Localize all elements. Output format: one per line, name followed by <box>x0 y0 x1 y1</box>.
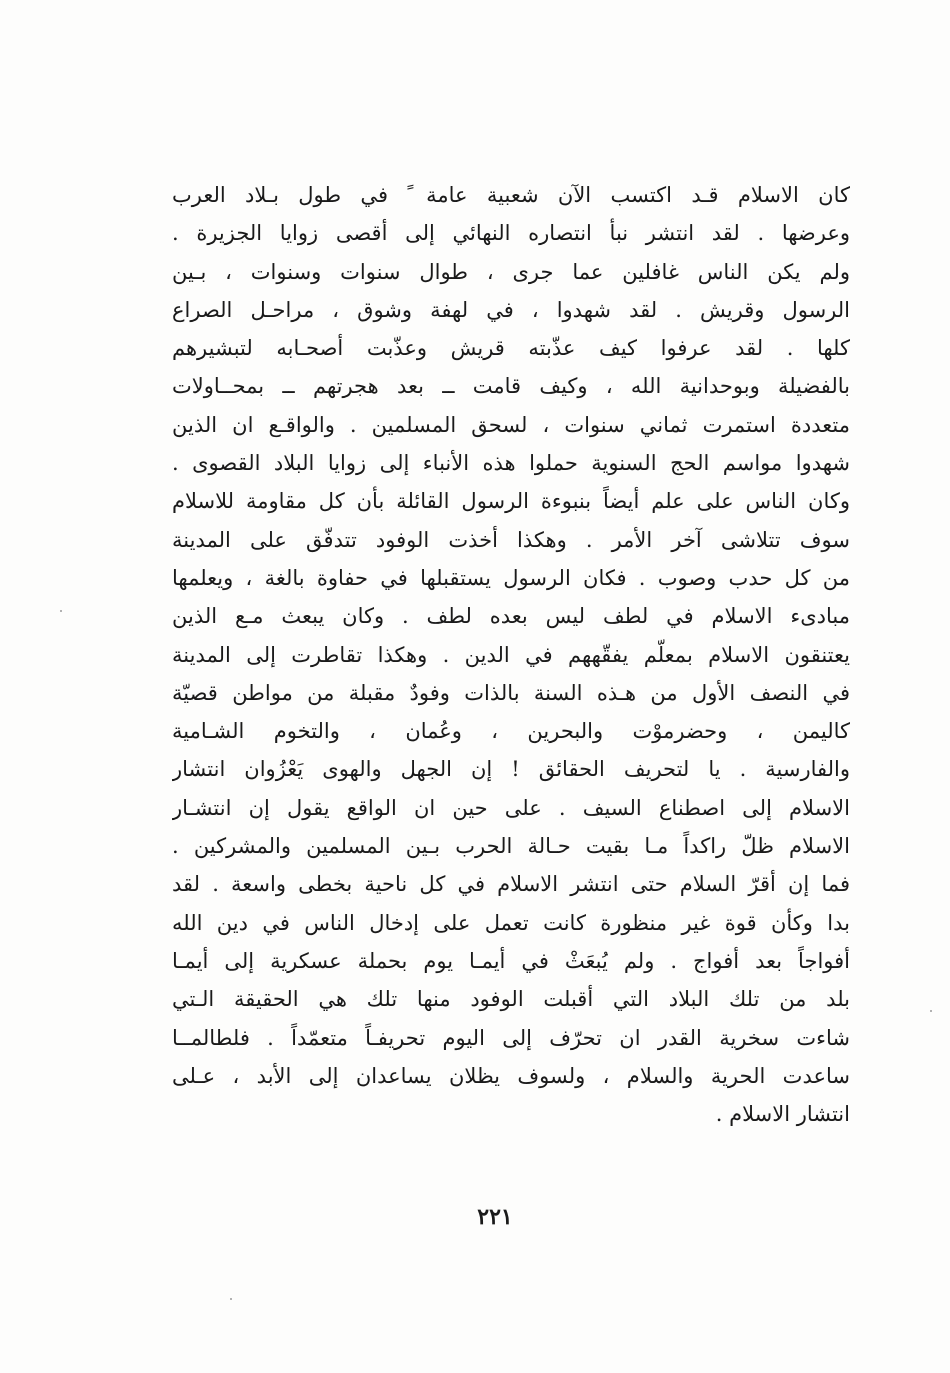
text-line: بالفضيلة وبوحدانية الله ، وكيف قامت ــ بعد هجرتهم ــ بمحــاولات <box>172 374 850 399</box>
text-line: ساعدت الحرية والسلام ، ولسوف يظلان يساعدان إلى الأبد ، عـلى <box>172 1063 850 1088</box>
scan-speck <box>60 610 62 612</box>
text-line: الاسلام ظلّ راكداً مـا بقيت حـالة الحرب بـين المسلمين والمشركين . <box>172 834 850 859</box>
text-line: كلها . لقد عرفوا كيف عذّبته قريش وعذّبت أصحـابه لتبشيرهم <box>172 336 850 361</box>
text-line: شاءت سخرية القدر ان تحرّف إلى اليوم تحريفـاً متعمّداً . فلطالمــا <box>172 1025 850 1050</box>
text-line: سوف تتلاشى آخر الأمر . وهكذا أخذت الوفود تتدفّق على المدينة <box>172 527 850 552</box>
text-line: بدا وكأن قوة غير منظورة كانت تعمل على إدخال الناس في دين الله <box>172 910 850 935</box>
text-line: والفارسية . يا لتحريف الحقائق ! إن الجهل والهوى يَعْزُوان انتشار <box>172 757 850 782</box>
text-line: مبادىء الاسلام في لطف ليس بعده لطف . وكان يبعث مـع الذين <box>172 604 850 629</box>
body-text <box>172 176 850 1133</box>
text-line: ولم يكن الناس غافلين عما جرى ، طوال سنوات وسنوات ، بـين <box>172 259 850 284</box>
text-line: بلد من تلك البلاد التي أقبلت الوفود منها تلك هي الحقيقة الـتي <box>172 987 850 1012</box>
text-line: في النصف الأول من هـذه السنة بالذات وفودٌ مقبلة من مواطن قصيّة <box>172 680 850 705</box>
text-line: الاسلام إلى اصطناع السيف . على حين ان الواقع يقول إن انتشـار <box>172 795 850 820</box>
text-line: كان الاسلام قـد اكتسب الآن شعبية عامة ً في طول بـلاد العرب <box>172 183 850 207</box>
text-line: يعتنقون الاسلام بمعلّم يفقّههم في الدين . وهكذا تقاطرت إلى المدينة <box>172 642 850 667</box>
text-line: انتشار الاسلام . <box>715 1102 850 1127</box>
text-line: وعرضها . لقد انتشر نبأ انتصاره النهائي إلى أقصى زوايا الجزيرة . <box>172 221 850 246</box>
text-line: وكان الناس على علم أيضاً بنبوءة الرسول القائلة بأن كل مقاومة للاسلام <box>172 489 850 514</box>
text-line: من كل حدب وصوب . فكان الرسول يستقبلها في حفاوة بالغة ، ويعلمها <box>172 565 850 590</box>
text-line: كاليمن ، وحضرموْت والبحرين ، وعُمان ، والتخوم الشـامية <box>172 719 850 744</box>
page-number: ٢٢١ <box>477 1204 513 1230</box>
text-line: شهدوا مواسم الحج السنوية حملوا هذه الأنباء إلى زوايا البلاد القصوى . <box>172 451 850 476</box>
scan-speck <box>930 1010 932 1012</box>
text-line: الرسول وقريش . لقد شهدوا ، في لهفة وشوق ، مراحـل الصراع <box>172 297 850 322</box>
text-line: أفواجاً بعد أفواج . ولم يُبعَثْ في أيمـا يوم بحملة عسكرية إلى أيمـا <box>172 948 850 973</box>
text-line: متعددة استمرت ثماني سنوات ، لسحق المسلمين . والواقـع ان الذين <box>172 412 850 437</box>
scan-speck <box>230 1298 232 1300</box>
text-line: فما إن أقرّ السلام حتى انتشر الاسلام في كل ناحية بخطى واسعة . لقد <box>172 872 850 897</box>
